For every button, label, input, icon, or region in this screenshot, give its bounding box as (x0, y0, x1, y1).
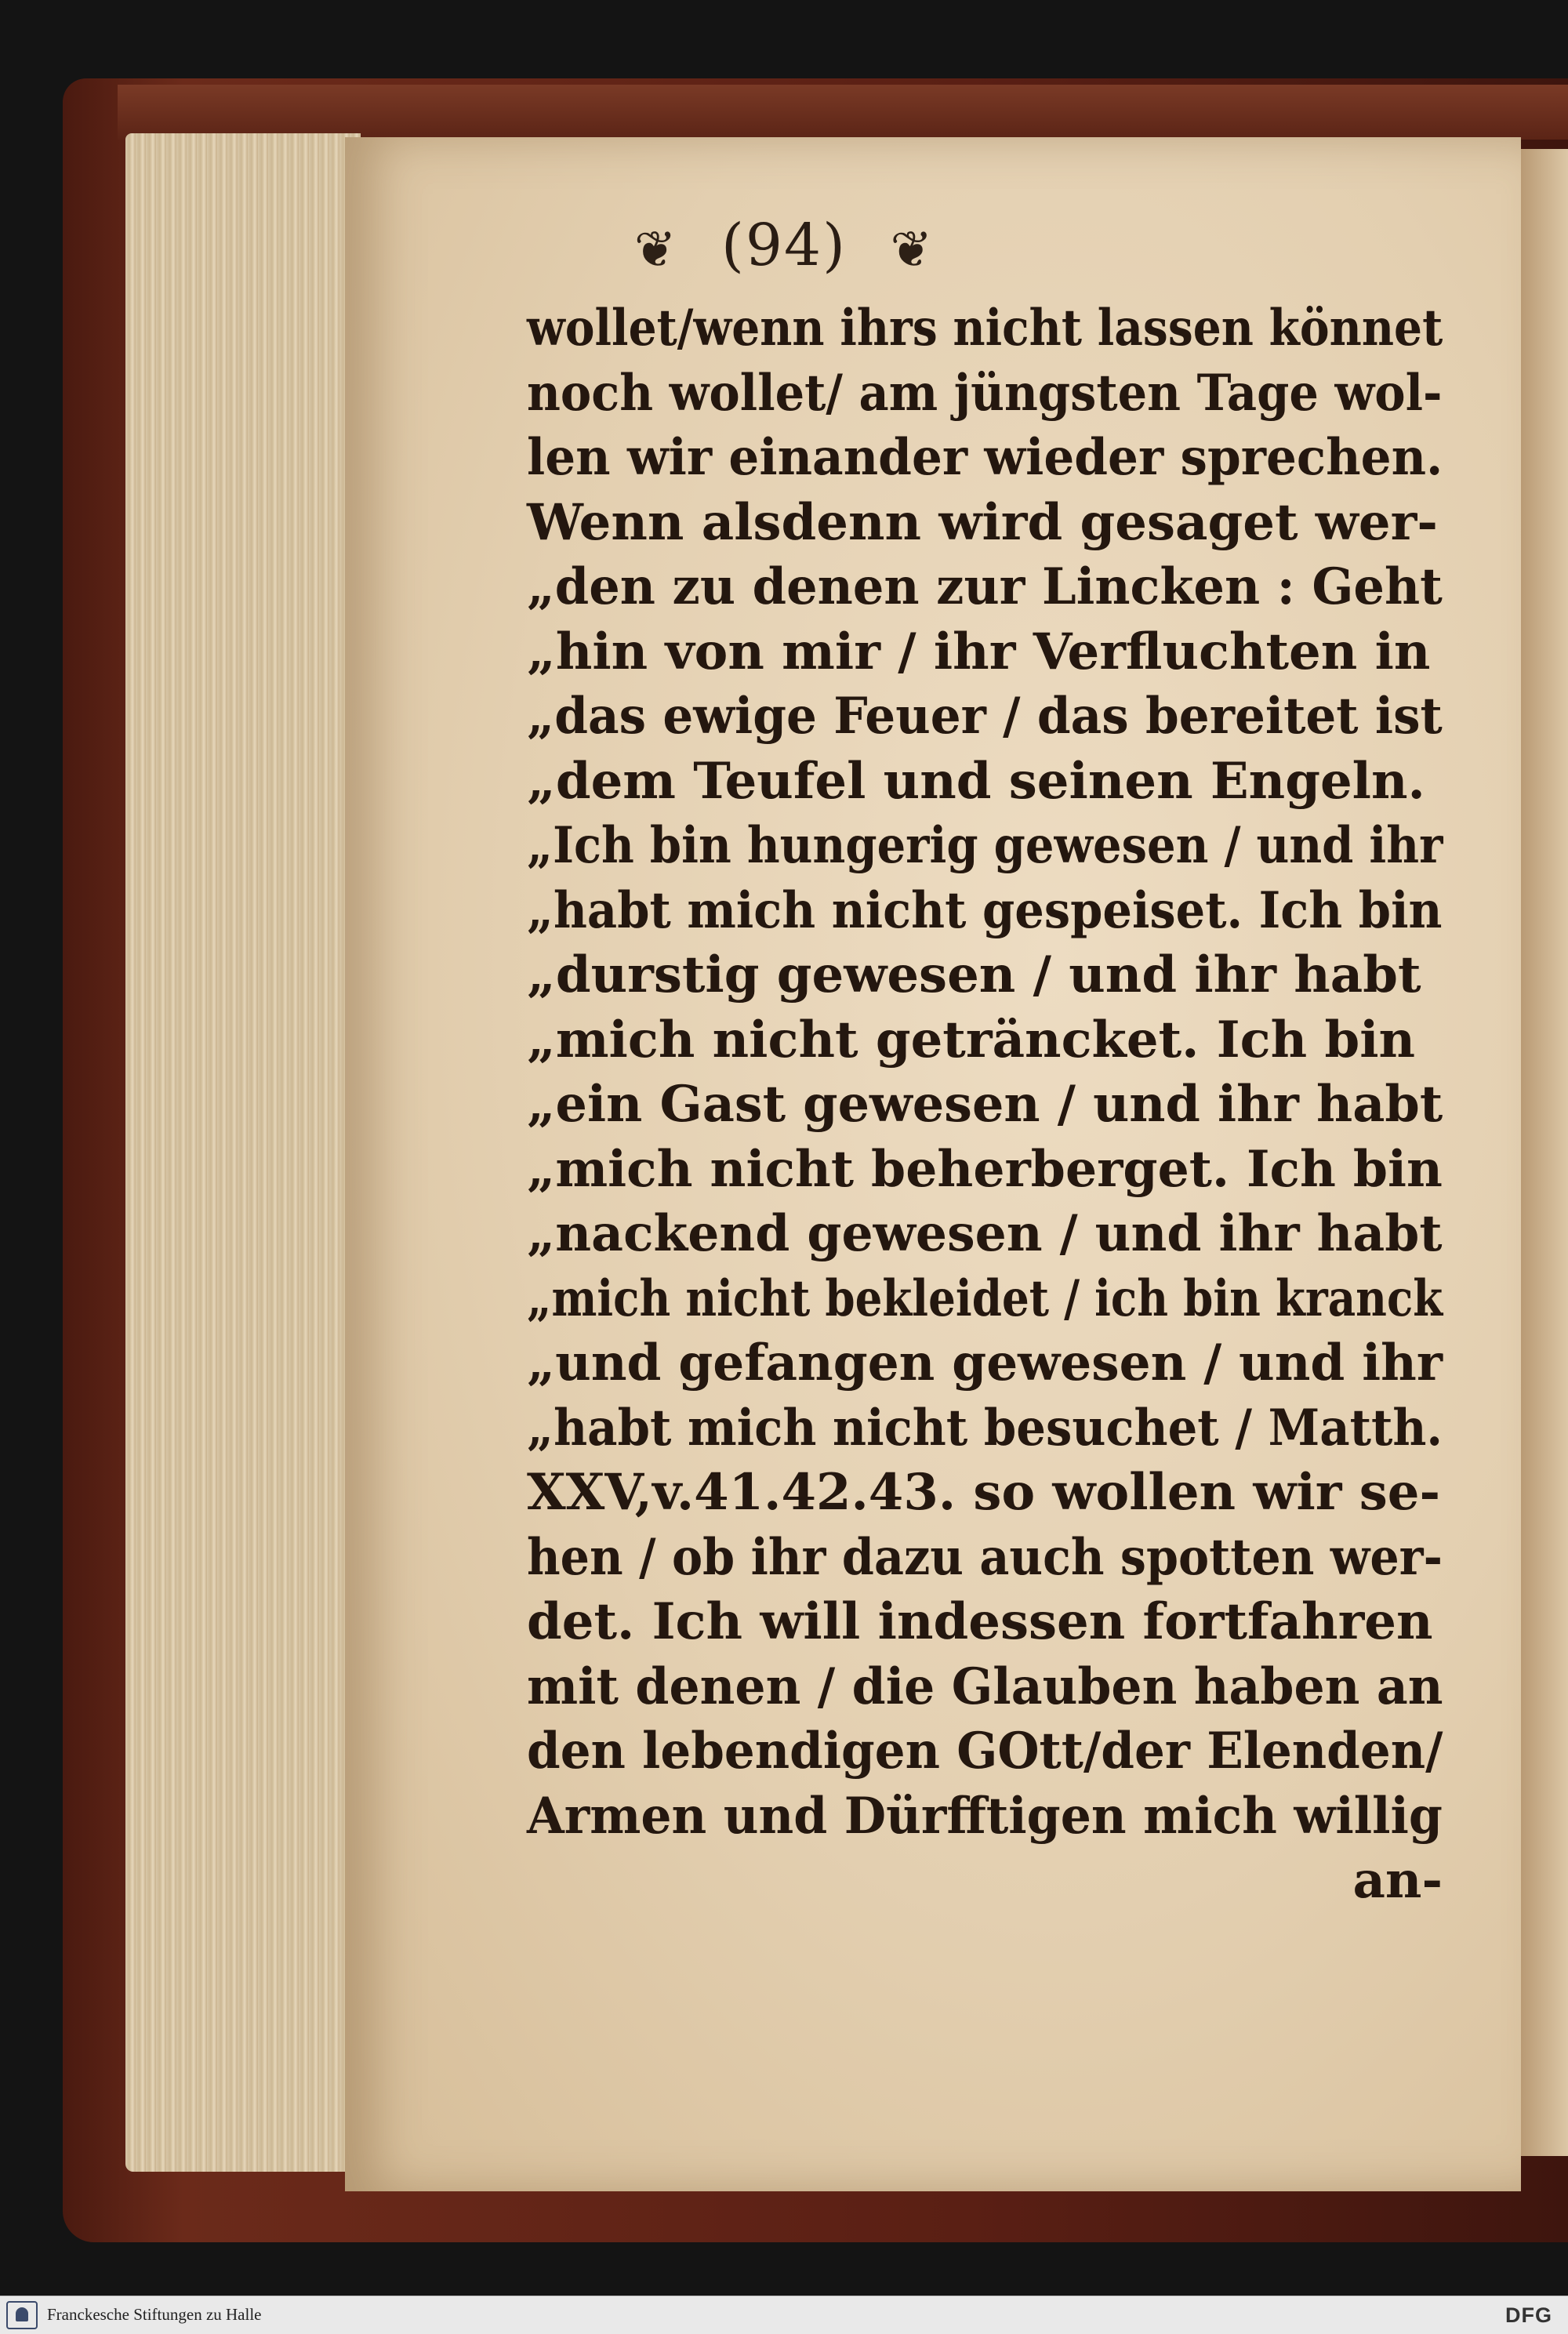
text-line-content: wollet/wenn ihrs nicht lassen könnet (527, 299, 1443, 358)
text-line-content: „nackend gewesen / und ihr habt (527, 1204, 1443, 1263)
dfg-logo: DFG (1505, 2303, 1552, 2327)
text-line (527, 1784, 1443, 1849)
text-line-content: hen / ob ihr dazu auch spotten wer- (527, 1527, 1443, 1587)
text-line (527, 1008, 1443, 1073)
text-line (527, 684, 1443, 750)
text-line (527, 555, 1443, 620)
text-line-content: „und gefangen gewesen / und ihr (527, 1334, 1443, 1392)
text-line-content: „durstig gewesen / und ihr habt (527, 946, 1421, 1004)
text-line-content: len wir einander wieder sprechen. (527, 428, 1443, 487)
text-line (527, 750, 1443, 815)
catchword: an- (1352, 1851, 1443, 1910)
text-line-content: Wenn alsdenn wird gesaget wer- (527, 492, 1438, 552)
text-line (527, 1590, 1443, 1655)
text-line-content: XXV,v.41.42.43. so wollen wir se- (527, 1463, 1441, 1522)
text-line (527, 1461, 1443, 1526)
footer-bar (0, 2296, 1568, 2334)
text-line (527, 1719, 1443, 1784)
page-header (0, 212, 1568, 279)
text-line-content: „hin von mir / ihr Verfluchten in (527, 622, 1431, 681)
text-line-content: Armen und Dürfftigen mich willig (527, 1786, 1443, 1846)
right-ornament-icon: ❦ (890, 220, 935, 279)
page-number: (94) (721, 212, 847, 279)
text-line (527, 1526, 1443, 1591)
text-line (527, 879, 1443, 944)
text-line-content: noch wollet/ am jüngsten Tage wol- (527, 363, 1443, 423)
page-edges (125, 133, 361, 2172)
text-line-content: „mich nicht geträncket. Ich bin (527, 1010, 1416, 1069)
text-line-content: „das ewige Feuer / das bereitet ist (527, 687, 1443, 746)
page-text-block (527, 296, 1443, 1914)
text-line-content: „habt mich nicht gespeiset. Ich bin (527, 880, 1443, 940)
text-line (527, 361, 1443, 427)
text-line (527, 1655, 1443, 1720)
text-line (527, 1073, 1443, 1138)
catchword-line (527, 1849, 1443, 1914)
text-line (527, 1202, 1443, 1267)
institution-name: Franckesche Stiftungen zu Halle (47, 2305, 262, 2324)
text-line-content: „habt mich nicht besuchet / Matth. (527, 1398, 1443, 1457)
text-line-content: „mich nicht bekleidet / ich bin kranck (527, 1269, 1443, 1328)
text-line-content: „den zu denen zur Lincken : Geht (527, 557, 1443, 616)
book-cover-top-edge (118, 85, 1568, 140)
text-line-content: „dem Teufel und seinen Engeln. (527, 751, 1425, 811)
text-line-content: „mich nicht beherberget. Ich bin (527, 1139, 1443, 1199)
text-line (527, 1267, 1443, 1332)
text-line-content: mit denen / die Glauben haben an (527, 1657, 1443, 1716)
text-line-content: det. Ich will indessen fortfahren (527, 1592, 1433, 1651)
left-ornament-icon: ❦ (633, 220, 678, 279)
text-line (527, 814, 1443, 879)
text-line-content: den lebendigen GOtt/der Elenden/ (527, 1722, 1443, 1780)
institution-logo-icon (6, 2301, 38, 2329)
text-line (527, 296, 1443, 361)
text-line (527, 426, 1443, 491)
text-line (527, 1396, 1443, 1461)
text-line (527, 943, 1443, 1008)
text-line (527, 491, 1443, 556)
text-line (527, 1138, 1443, 1203)
facing-page-edge (1521, 149, 1568, 2156)
text-line-content: „ein Gast gewesen / und ihr habt (527, 1075, 1443, 1134)
text-line (527, 1331, 1443, 1396)
text-line-content: „Ich bin hungerig gewesen / und ihr (527, 816, 1443, 875)
text-line (527, 620, 1443, 685)
